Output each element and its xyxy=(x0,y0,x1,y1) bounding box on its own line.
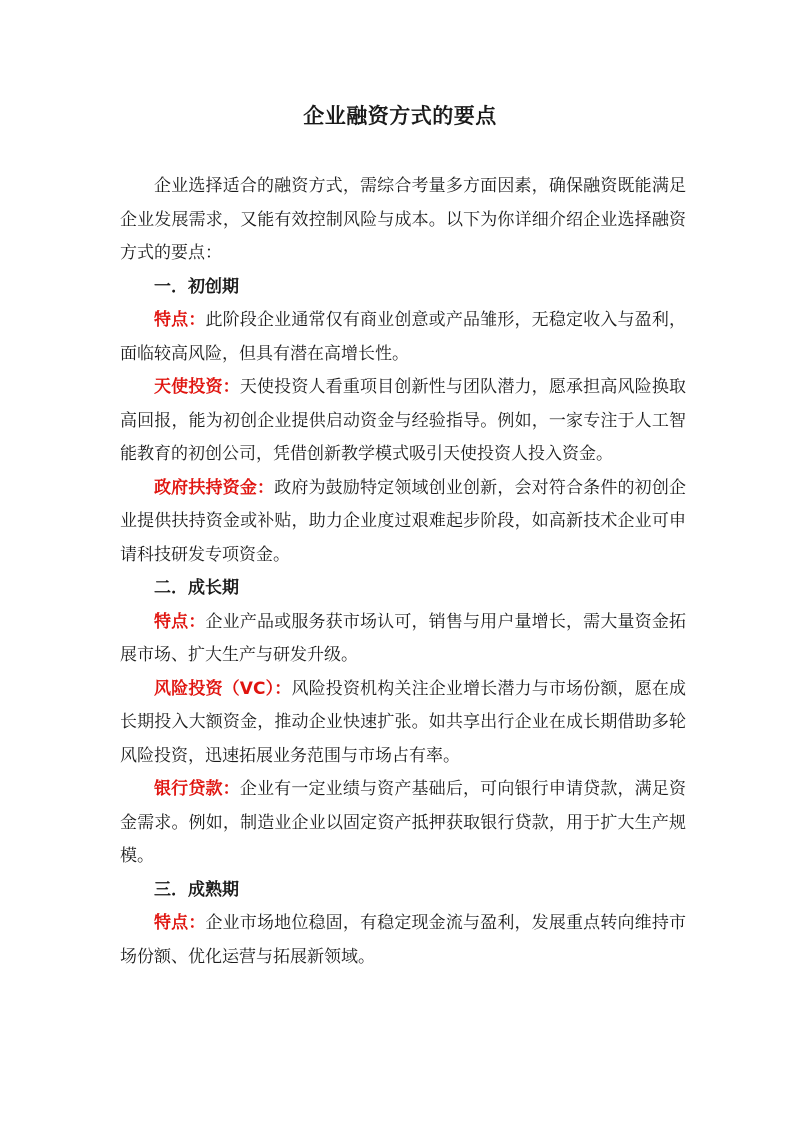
label-separator: ： xyxy=(188,611,206,632)
paragraph-startup-features xyxy=(120,304,686,371)
section-heading-growth: 二．成长期 xyxy=(154,578,239,598)
label-separator: ： xyxy=(274,678,292,699)
text-angel-investment: 天使投资人看重项目创新性与团队潜力，愿承担高风险换取高回报，能为初创企业提供启动资金与经验指导。例如，一家专注于人工智能教育的初创公司，凭借创新教学模式吸引天使投资人投入资金。 xyxy=(120,377,687,464)
paragraph-growth-features xyxy=(120,606,686,673)
paragraph-bank-loan xyxy=(120,773,686,874)
text-growth-features: 企业产品或服务获市场认可，销售与用户量增长，需大量资金拓展市场、扩大生产与研发升级。 xyxy=(120,611,687,665)
intro-paragraph: 企业选择适合的融资方式，需综合考量多方面因素，确保融资既能满足企业发展需求，又能有效控制风险与成本。以下为你详细介绍企业选择融资方式的要点： xyxy=(120,176,686,263)
document-body xyxy=(120,170,686,974)
label-venture-capital: 风险投资（VC） xyxy=(154,678,275,699)
label-separator: ： xyxy=(222,377,240,397)
label-government-funding: 政府扶持资金 xyxy=(154,477,257,498)
text-bank-loan: 企业有一定业绩与资产基础后，可向银行申请贷款，满足资金需求。例如，制造业企业以固定资产抵押获取银行贷款，用于扩大生产规模。 xyxy=(120,779,687,866)
label-separator: ： xyxy=(257,477,275,498)
text-startup-features: 此阶段企业通常仅有商业创意或产品雏形，无稳定收入与盈利，面临较高风险，但具有潜在高增长性。 xyxy=(120,310,687,364)
text-venture-capital: 风险投资机构关注企业增长潜力与市场份额，愿在成长期投入大额资金，推动企业快速扩张。如共享出行企业在成长期借助多轮风险投资，迅速拓展业务范围与市场占有率。 xyxy=(120,678,687,766)
label-startup-features: 特点 xyxy=(154,310,189,330)
paragraph-venture-capital xyxy=(120,673,686,774)
label-mature-features: 特点 xyxy=(154,913,189,933)
section-heading-mature: 三．成熟期 xyxy=(154,879,239,900)
paragraph-government-funding xyxy=(120,472,686,573)
label-separator: ： xyxy=(188,913,206,933)
text-government-funding: 政府为鼓励特定领域创业创新，会对符合条件的初创企业提供扶持资金或补贴，助力企业度过艰难起步阶段，如高新技术企业可申请科技研发专项资金。 xyxy=(120,477,687,565)
label-growth-features: 特点 xyxy=(154,611,189,632)
section-heading-startup: 一．初创期 xyxy=(154,276,239,297)
paragraph-mature-features xyxy=(120,907,686,974)
document-title: 企业融资方式的要点 xyxy=(303,104,497,128)
paragraph-angel-investment xyxy=(120,371,686,472)
label-separator: ： xyxy=(188,310,206,330)
text-mature-features: 企业市场地位稳固，有稳定现金流与盈利，发展重点转向维持市场份额、优化运营与拓展新领域。 xyxy=(120,913,687,967)
label-bank-loan: 银行贷款 xyxy=(154,779,223,799)
label-separator: ： xyxy=(222,779,240,799)
label-angel-investment: 天使投资 xyxy=(154,377,223,397)
